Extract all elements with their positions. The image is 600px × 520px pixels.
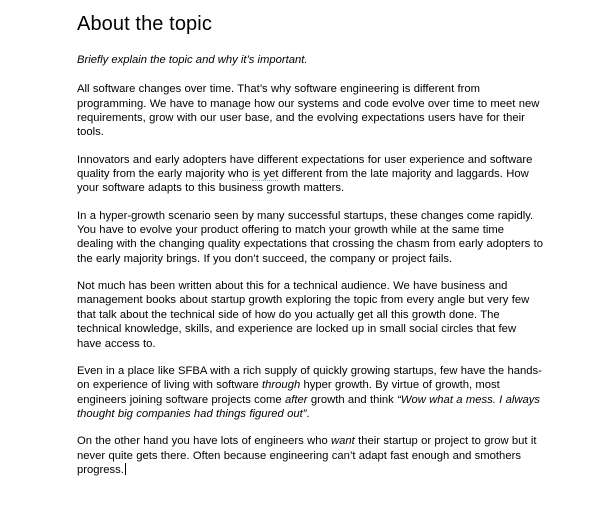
grammar-suggestion[interactable]: is yet xyxy=(252,168,279,181)
text-run[interactable]: their startup or project to grow but it never quite gets there. Often because engineering can’t adapt fast enough and smothers progress. xyxy=(77,435,537,476)
paragraph-6[interactable] xyxy=(77,434,543,477)
text-run[interactable]: through xyxy=(262,379,301,392)
text-run[interactable]: Not much has been written about this for a technical audience. We have business and management books about startup growth exploring the topic from every angle but very few that talk about the technical side of how do you actually get all this growth done. The technical knowledge, skills, and experience are locked up in small social circles that few have access to. xyxy=(77,280,530,350)
text-run[interactable]: . xyxy=(306,407,310,420)
text-run[interactable]: All software changes over time. That’s why software engineering is different from programming. We have to manage how our systems and code evolve over time to meet new requirements, grow with our user base, and the evolving expectations users have for their tools. xyxy=(77,83,540,139)
paragraph-3[interactable] xyxy=(77,209,543,266)
text-run[interactable]: after xyxy=(284,393,308,406)
text-run[interactable]: “Wow what a mess. I always thought big companies had things figured out” xyxy=(77,393,541,420)
text-run[interactable]: growth and think xyxy=(307,393,398,406)
text-run[interactable]: Innovators and early adopters have different expectations for user experience and software quality from the early majority who xyxy=(77,153,533,181)
document-subtitle[interactable]: Briefly explain the topic and why it’s important. xyxy=(77,54,308,66)
text-run[interactable]: different from the late majority and laggards. How your software adapts to this business growth matters. xyxy=(77,168,529,195)
document-title[interactable]: About the topic xyxy=(77,13,212,35)
paragraph-4[interactable] xyxy=(77,279,543,351)
text-cursor xyxy=(125,463,127,475)
text-run[interactable]: want xyxy=(331,435,355,448)
paragraph-1[interactable] xyxy=(77,82,543,139)
text-run[interactable]: hyper growth. By virtue of growth, most engineers joining software projects come xyxy=(77,379,500,406)
document-body[interactable] xyxy=(77,82,543,477)
text-run[interactable]: On the other hand you have lots of engineers who xyxy=(77,435,332,448)
paragraph-5[interactable] xyxy=(77,364,543,421)
paragraph-2[interactable] xyxy=(77,153,543,196)
text-run[interactable]: In a hyper-growth scenario seen by many successful startups, these changes come rapidly. You have to evolve your product offering to match your growth while at the same time dealing with the changing quality expectations that crossing the chasm from early adopters to the early majority brings. If you don’t succeed, the company or project fails. xyxy=(77,209,543,265)
text-run[interactable]: Even in a place like SFBA with a rich supply of quickly growing startups, few have the hands-on experience of living with software xyxy=(77,364,542,392)
